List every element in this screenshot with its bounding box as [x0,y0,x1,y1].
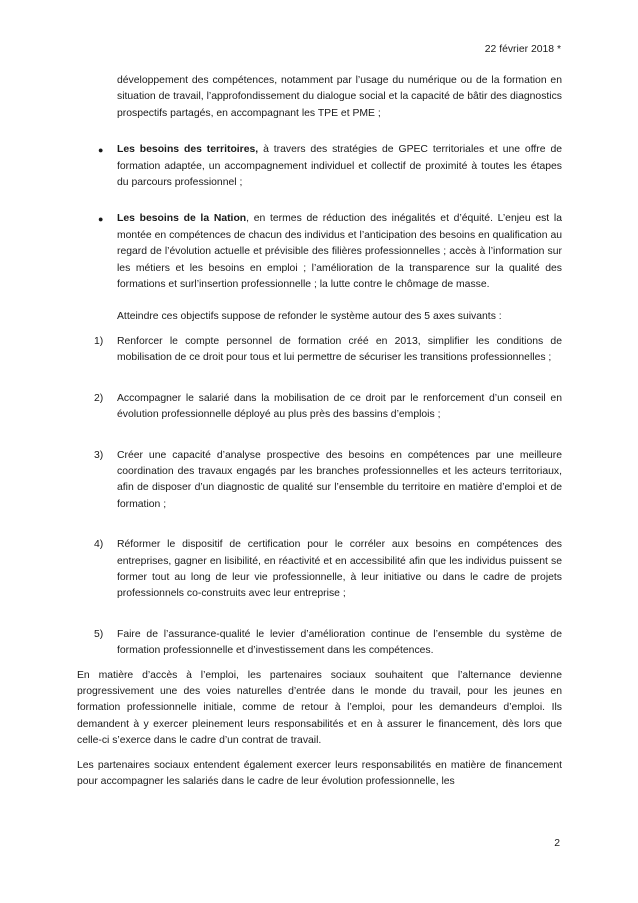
axis-text: Renforcer le compte personnel de formation créé en 2013, simplifier les conditions de mobilisation de ce droit pour tous et lui permettre de sécuriser les transitions professionnelles ; [117,335,562,364]
axis-text: Créer une capacité d’analyse prospective des besoins en compétences par une meilleure coordination des travaux engagés par les branches professionnelles et les acteurs territoriaux, afin de disposer d’un diagnostic de qualité sur l’ensemble du territoire en matière d’emploi et de formation ; [117,449,562,510]
axis-item-4 [77,537,562,603]
paragraph-alternance: En matière d’accès à l’emploi, les partenaires sociaux souhaitent que l’alternance devienne progressivement une des voies naturelles d’entrée dans le monde du travail, pour les jeunes en formation professionnelle initiale, comme de retour à l’emploi, pour les demandeurs d’emploi. Ils demandent à y exercer pleinement leurs responsabilités et en à assurer le financement, dès lors que celle-ci s’exerce dans le cadre d’un contrat de travail. [77,669,562,747]
bullet-item-territoires [77,142,562,191]
axis-number: 3) [94,449,104,461]
paragraph-financement: Les partenaires sociaux entendent également exercer leurs responsabilités en matière de financement pour accompagner les salariés dans le cadre de leur évolution professionnelle, les [77,759,562,787]
page-number: 2 [554,838,560,849]
header-date: 22 février 2018 * [484,44,561,55]
bullet-item-nation [77,211,562,293]
bullet-dot-icon: ● [98,214,104,225]
axis-item-2 [77,391,562,424]
bullet-heading: Les besoins des territoires, [117,144,259,156]
axis-number: 4) [94,539,104,551]
bullet-dot-icon: ● [98,145,104,156]
axis-item-5 [77,627,562,660]
axis-item-1 [77,334,562,367]
objectives-intro: Atteindre ces objectifs suppose de refonder le système autour des 5 axes suivants : [117,311,502,323]
intro-continuation: développement des compétences, notamment par l’usage du numérique ou de la formation en situation de travail, l’approfondissement du dialogue social et la capacité de bâtir des diagnostics prospectifs partagés, en accompagnant les TPE et PME ; [117,75,562,119]
axis-number: 1) [94,335,104,347]
axis-item-3 [77,448,562,514]
axis-text: Réformer le dispositif de certification pour le corréler aux besoins en compétences des entreprises, gagner en lisibilité, en réactivité et en accessibilité afin que les individus puissent se former tout au long de leur vie professionnelle, à leur initiative ou dans le cadre de projets professionnels co-construits avec leur entreprise ; [117,539,562,600]
axis-number: 2) [94,392,104,404]
bullet-text: à travers des stratégies de GPEC territoriales et une offre de formation adaptée, un accompagnement individuel et collectif de proximité à toutes les étapes du parcours professionnel ; [117,144,562,189]
axis-text: Accompagner le salarié dans la mobilisation de ce droit par le renforcement d’un conseil en évolution professionnelle déployé au plus près des bassins d’emplois ; [117,392,562,421]
axis-text: Faire de l’assurance-qualité le levier d’amélioration continue de l’ensemble du système de formation professionnelle et d’investissement dans les compétences. [117,628,562,657]
bullet-text: , en termes de réduction des inégalités et d’équité. L’enjeu est la montée en compétences de chacun des individus et l’anticipation des besoins en qualification au regard de l’évolution actuelle et prévisible des filières professionnelles ; accès à l’information sur les métiers et les besoins en emploi ; l’amélioration de la transparence sur la qualité des formations et surl’insertion professionnelle ; la lutte contre le chômage de masse. [117,213,562,291]
bullet-heading: Les besoins de la Nation [117,213,247,225]
axis-number: 5) [94,628,104,640]
document-body [77,73,562,790]
